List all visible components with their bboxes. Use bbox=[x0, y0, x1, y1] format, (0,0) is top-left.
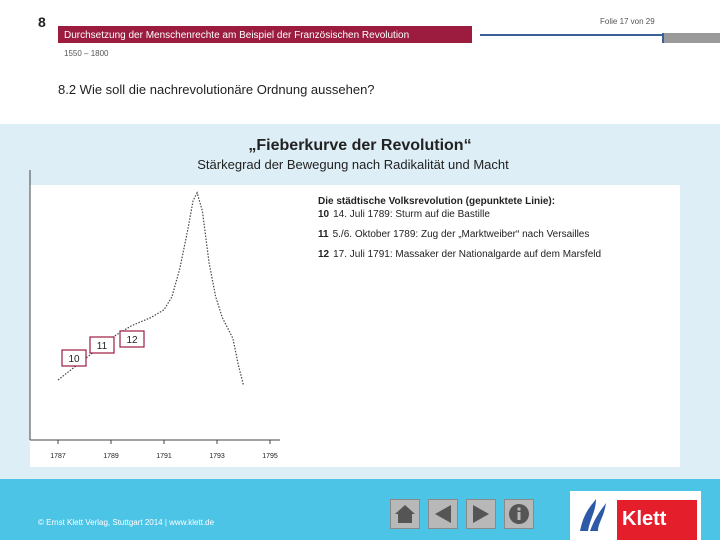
slide-counter: Folie 17 von 29 bbox=[600, 17, 655, 26]
info-icon bbox=[505, 500, 533, 528]
home-button[interactable] bbox=[390, 499, 420, 529]
event-marker-label: 11 bbox=[96, 341, 108, 352]
x-tick-label: 1789 bbox=[103, 453, 119, 460]
next-slide-button[interactable] bbox=[466, 499, 496, 529]
logo-text: Klett bbox=[622, 508, 667, 530]
chapter-number: 8 bbox=[38, 14, 46, 30]
event-item bbox=[318, 249, 601, 260]
x-tick-label: 1793 bbox=[209, 453, 225, 460]
event-marker-label: 10 bbox=[68, 354, 80, 365]
x-tick-label: 1791 bbox=[156, 453, 172, 460]
event-marker: 12 bbox=[318, 249, 330, 260]
copyright-text: © Ernst Klett Verlag, Stuttgart 2014 | www.klett.de bbox=[38, 518, 215, 527]
event-text: 14. Juli 1789: Sturm auf die Bastille bbox=[333, 209, 490, 220]
chart-title: „Fieberkurve der Revolution“ bbox=[248, 137, 472, 154]
event-item bbox=[318, 209, 490, 220]
prev-icon bbox=[429, 500, 457, 528]
chart-subtitle: Stärkegrad der Bewegung nach Radikalität und Macht bbox=[197, 157, 509, 172]
event-marker: 10 bbox=[318, 209, 330, 220]
event-marker-label: 12 bbox=[126, 335, 138, 346]
event-text: 17. Juli 1791: Massaker der Nationalgarde auf dem Marsfeld bbox=[333, 249, 602, 260]
home-icon bbox=[391, 500, 419, 528]
previous-slide-button[interactable] bbox=[428, 499, 458, 529]
next-icon bbox=[467, 500, 495, 528]
header-title: Durchsetzung der Menschenrechte am Beispiel der Französischen Revolution bbox=[64, 30, 410, 41]
section-title: 8.2 Wie soll die nachrevolutionäre Ordnung aussehen? bbox=[58, 82, 375, 97]
event-text: 5./6. Oktober 1789: Zug der „Marktweiber“ nach Versailles bbox=[332, 229, 590, 240]
event-marker: 11 bbox=[318, 229, 329, 240]
legend-heading: Die städtische Volksrevolution (gepunktete Linie): bbox=[318, 196, 556, 207]
period-label: 1550 – 1800 bbox=[64, 49, 109, 58]
x-tick-label: 1795 bbox=[262, 453, 278, 460]
klett-clover-icon bbox=[570, 491, 620, 540]
event-item bbox=[318, 229, 589, 240]
info-button[interactable] bbox=[504, 499, 534, 529]
x-tick-label: 1787 bbox=[50, 453, 66, 460]
